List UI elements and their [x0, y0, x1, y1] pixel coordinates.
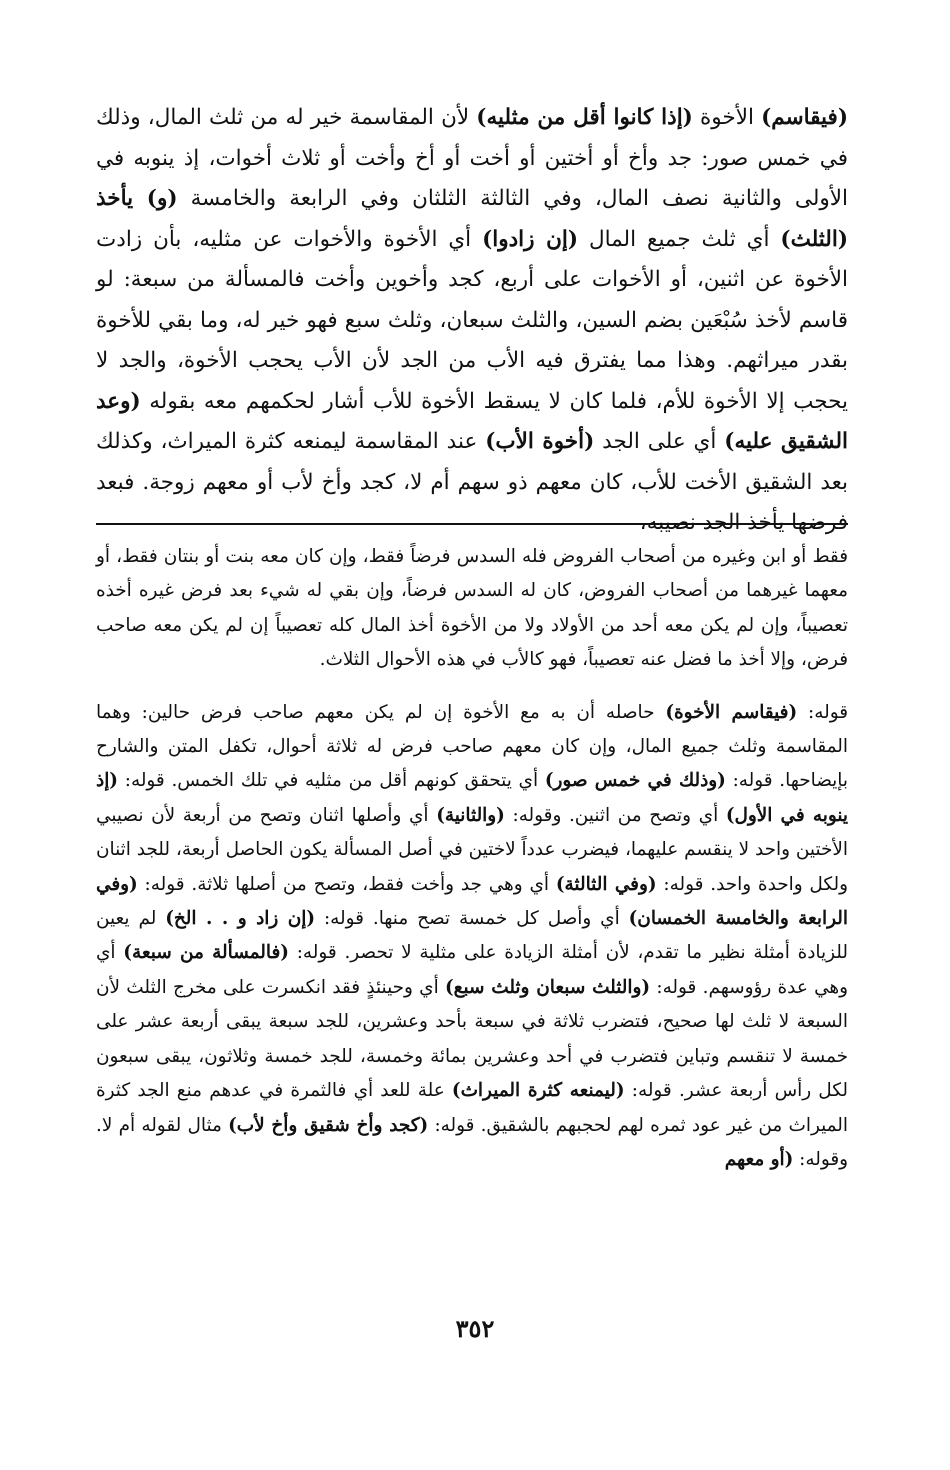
commentary-paragraph [96, 696, 848, 1178]
text-run: علة للعد أي فالثمرة في عدهم منع الجد كثرة الميراث من غير عود ثمره لهم لحجبهم بالشقيق. قوله: [96, 1080, 848, 1136]
text-run: أي على الجد [594, 429, 725, 454]
key-term: (و) يأخذ (الثلث) [96, 186, 848, 252]
key-term: (إن زادوا) [482, 226, 579, 252]
key-term: (فيقاسم الأخوة) [665, 701, 798, 723]
key-term: (ليمنعه كثرة الميراث) [451, 1080, 625, 1102]
key-term: (فيقاسم) [761, 105, 848, 130]
key-term: (فالمسألة من سبعة) [123, 942, 289, 964]
footnote-paragraph: فقط أو ابن وغيره من أصحاب الفروض فله السدس فرضاً فقط، وإن كان معه بنت أو بنتان فقط، أو معهما غيرهما من أصحاب الفروض، كان له السدس فرضاً، وإن بقي له شيء بعد فرض غيره أخذه تعصيباً، وإن لم يكن معه أحد من الأولاد ولا من الأخوة أخذ المال كله تعصيباً إن لم يكن معه صاحب فرض، وإلا أخذ ما فضل عنه تعصيباً، فهو كالأب في هذه الأحوال الثلاث. [96, 546, 848, 671]
footnote-section [96, 540, 848, 1177]
key-term: (أخوة الأب) [485, 429, 595, 454]
footnote-divider [96, 523, 848, 525]
text-run: أي وتصح من اثنين. وقوله: [504, 804, 726, 826]
main-text [96, 98, 848, 544]
text-run: أي الأخوة والأخوات عن مثليه، بأن زادت الأخوة عن اثنين، أو الأخوات على أربع، كجد وأخوين وأخت فالمسألة من سبعة: لو قاسم لأخذ سُبْعَين بضم السين، والثلث سبعان، وثلث سبع فهو خير له، وما بقي للأخوة بقدر ميراثهم. وهذا مما يفترق فيه الأب من الجد لأن الأب يحجب الأخوة، والجد لا يحجب إلا الأخوة للأم، فلما كان لا يسقط الأخوة للأب أشار لحكمهم معه بقوله [96, 226, 848, 414]
text-run: الأخوة [692, 105, 762, 130]
text-run: قوله: [797, 701, 848, 723]
key-term: (والثلث سبعان وثلث سبع) [444, 976, 651, 998]
text-run: أي يتحقق كونهم أقل من مثليه في تلك الخمس. قوله: [118, 770, 545, 792]
text-run: أي ثلث جميع المال [578, 226, 781, 252]
key-term: (وفي الثالثة) [555, 873, 657, 895]
key-term: (إن زاد و . . الخ) [165, 908, 316, 930]
key-term: (أو معهم [724, 1148, 794, 1170]
key-term: (وعد الشقيق عليه) [96, 388, 848, 454]
text-run: أي وحينئذٍ فقد انكسرت على مخرج الثلث لأن السبعة لا ثلث لها صحيح، فتضرب ثلاثة في سبعة بأحد وعشرين، للجد سبعة يبقى أربعة عشر على خمسة لا تنقسم وتباين فتضرب في أحد وعشرين بمائة وخمسة، للجد خمسة وثلاثون، يبقى سبعون لكل رأس أربعة عشر. قوله: [96, 976, 848, 1102]
main-paragraph [96, 98, 848, 544]
key-term: (إذا كانوا أقل من مثليه) [476, 105, 693, 130]
paragraph-gap [96, 678, 848, 696]
key-term: (والثانية) [436, 804, 505, 826]
text-run: لم يعين للزيادة أمثلة نظير ما تقدم، لأن أمثلة الزيادة على مثلية لا تحصر. قوله: [96, 908, 848, 964]
text-run: لأن المقاسمة خير له من ثلث المال، وذلك في خمس صور: جد وأخ أو أختين أو أخت أو أخ وأخت أو ثلاث أخوات، إذ ينوبه في الأولى والثانية نصف المال، وفي الثالثة الثلثان وفي الرابعة والخامسة [96, 105, 849, 211]
text-run: عند المقاسمة ليمنعه كثرة الميراث، وكذلك بعد الشقيق الأخت للأب، كان معهم ذو سهم أم لا، كجد وأخ لأب أو معهم زوجة. فبعد فرضها يأخذ الجد نصيبه، [96, 429, 848, 535]
text-run: أي وأصلها اثنان وتصح من أربعة لأن نصيبي الأختين واحد لا ينقسم عليهما، فيضرب عدداً لاختين في أصل المسألة يكون الحاصل أربعة، للجد اثنان ولكل واحدة واحد. قوله: [96, 804, 848, 895]
text-run: أي وهي عدة رؤوسهم. قوله: [96, 942, 849, 998]
text-run: أي وهي جد وأخت فقط، وتصح من أصلها ثلاثة. قوله: [137, 873, 556, 895]
key-term: (وذلك في خمس صور) [544, 770, 726, 792]
text-run: أي وأصل كل خمسة تصح منها. قوله: [315, 908, 629, 930]
key-term: (وفي الرابعة والخامسة الخمسان) [96, 873, 848, 930]
text-run: مثال لقوله أم لا. وقوله: [96, 1114, 848, 1170]
key-term: (كجد وأخ شقيق وأخ لأب) [228, 1114, 429, 1136]
page-number: ٣٥٢ [455, 1314, 495, 1343]
key-term: (إذ ينوبه في الأول) [96, 770, 848, 826]
text-run: حاصله أن به مع الأخوة إن لم يكن معهم صاحب فرض حالين: وهما المقاسمة وثلث جميع المال، وإن كان معهم صاحب فرض له ثلاثة أحوال، تكفل المتن والشارح بإيضاحها. قوله: [96, 701, 848, 792]
